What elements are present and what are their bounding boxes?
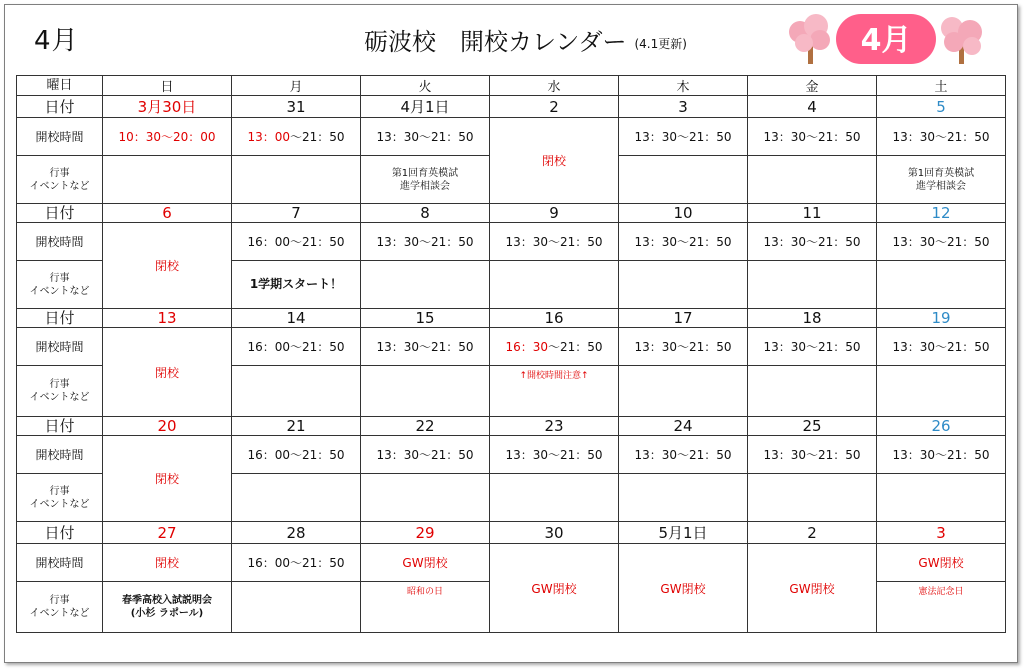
closed-cell: 閉校 bbox=[103, 223, 232, 309]
date-label: 日付 bbox=[17, 96, 103, 118]
hours-label: 開校時間 bbox=[17, 223, 103, 261]
hours-cell: 13：30～21：50 bbox=[748, 436, 877, 474]
date-cell: 11 bbox=[748, 204, 877, 223]
hours-cell: 16：00～21：50 bbox=[232, 223, 361, 261]
hours-cell: 13：30～21：50 bbox=[877, 436, 1006, 474]
date-cell: 24 bbox=[619, 417, 748, 436]
event-cell bbox=[619, 366, 748, 417]
event-label bbox=[17, 156, 103, 204]
date-cell: 9 bbox=[490, 204, 619, 223]
weekday-wed: 水 bbox=[490, 76, 619, 96]
weekday-sun: 日 bbox=[103, 76, 232, 96]
date-cell: 3 bbox=[877, 522, 1006, 544]
event-text: 第1回育英模試 bbox=[907, 167, 975, 179]
event-cell bbox=[490, 261, 619, 309]
event-cell bbox=[490, 474, 619, 522]
hours-cell: 10：30～20：00 bbox=[103, 118, 232, 156]
weekday-sat: 土 bbox=[877, 76, 1006, 96]
hours-cell: 13：30～21：50 bbox=[877, 118, 1006, 156]
closed-cell: 閉校 bbox=[103, 328, 232, 417]
hours-cell: 13：30～21：50 bbox=[619, 436, 748, 474]
hours-cell: 16：00～21：50 bbox=[232, 544, 361, 582]
date-cell: 27 bbox=[103, 522, 232, 544]
page-title bbox=[364, 22, 687, 57]
event-label bbox=[17, 366, 103, 417]
event-label-l1: 行事 bbox=[49, 485, 70, 497]
week4-date-row bbox=[17, 417, 1006, 436]
week4-hours-row bbox=[17, 436, 1006, 474]
date-cell: 7 bbox=[232, 204, 361, 223]
date-cell: 30 bbox=[490, 522, 619, 544]
gw-closed-cell: GW閉校 bbox=[619, 544, 748, 633]
date-cell: 28 bbox=[232, 522, 361, 544]
hours-cell: 13：30～21：50 bbox=[490, 436, 619, 474]
month-label: 4月 bbox=[34, 26, 79, 56]
weekday-header-row bbox=[17, 76, 1006, 96]
hours-cell: 13：30～21：50 bbox=[619, 223, 748, 261]
date-cell: 3月30日 bbox=[103, 96, 232, 118]
event-cell bbox=[490, 366, 619, 417]
date-cell: 21 bbox=[232, 417, 361, 436]
date-cell: 18 bbox=[748, 309, 877, 328]
hours-cell: 13：30～21：50 bbox=[361, 118, 490, 156]
event-label-l2: イベントなど bbox=[29, 285, 90, 297]
event-text: 春季高校入試説明会 bbox=[122, 595, 212, 606]
event-label bbox=[17, 261, 103, 309]
hours-cell: 13：30～21：50 bbox=[619, 328, 748, 366]
event-label bbox=[17, 582, 103, 633]
gw-closed-cell: GW閉校 bbox=[748, 544, 877, 633]
badge-text: 4月 bbox=[860, 23, 912, 58]
hours-cell: 13：30～21：50 bbox=[748, 223, 877, 261]
week2-hours-row bbox=[17, 223, 1006, 261]
hours-cell: 13：30～21：50 bbox=[877, 223, 1006, 261]
time-notice: ↑開校時間注意↑ bbox=[519, 371, 589, 381]
event-cell bbox=[748, 366, 877, 417]
date-label: 日付 bbox=[17, 417, 103, 436]
hours-cell: 13：30～21：50 bbox=[361, 328, 490, 366]
event-label-l1: 行事 bbox=[49, 379, 70, 390]
date-cell: 10 bbox=[619, 204, 748, 223]
event-cell bbox=[877, 582, 1006, 633]
event-cell bbox=[103, 582, 232, 633]
event-cell bbox=[877, 474, 1006, 522]
date-cell: 15 bbox=[361, 309, 490, 328]
cherry-tree-left-icon bbox=[789, 14, 830, 64]
hours-cell: 13：30～21：50 bbox=[490, 223, 619, 261]
hours-start: 13：00 bbox=[247, 130, 290, 144]
date-cell: 2 bbox=[490, 96, 619, 118]
title-text: 砺波校 開校カレンダー bbox=[364, 28, 627, 56]
gw-closed-cell: GW閉校 bbox=[361, 544, 490, 582]
event-cell bbox=[619, 261, 748, 309]
hours-cell: 13：30～21：50 bbox=[361, 223, 490, 261]
date-cell: 31 bbox=[232, 96, 361, 118]
event-text: (小杉 ラポール) bbox=[130, 608, 204, 619]
date-cell: 25 bbox=[748, 417, 877, 436]
hours-end: ～21：50 bbox=[290, 130, 345, 144]
event-cell bbox=[619, 474, 748, 522]
closed-cell: 閉校 bbox=[103, 436, 232, 522]
event-cell bbox=[232, 582, 361, 633]
event-label-l2: イベントなど bbox=[29, 392, 90, 403]
event-label bbox=[17, 474, 103, 522]
date-cell: 22 bbox=[361, 417, 490, 436]
weekday-fri: 金 bbox=[748, 76, 877, 96]
date-cell: 20 bbox=[103, 417, 232, 436]
date-cell: 2 bbox=[748, 522, 877, 544]
event-label-l1: 行事 bbox=[49, 167, 70, 179]
hours-cell: 13：30～21：50 bbox=[748, 328, 877, 366]
event-cell bbox=[877, 261, 1006, 309]
event-cell bbox=[232, 366, 361, 417]
event-cell bbox=[361, 261, 490, 309]
event-cell bbox=[361, 366, 490, 417]
date-label: 日付 bbox=[17, 522, 103, 544]
date-cell: 4 bbox=[748, 96, 877, 118]
event-cell bbox=[619, 156, 748, 204]
event-cell bbox=[103, 156, 232, 204]
hours-cell: 13：30～21：50 bbox=[619, 118, 748, 156]
hours-label: 開校時間 bbox=[17, 544, 103, 582]
date-cell: 16 bbox=[490, 309, 619, 328]
date-cell: 12 bbox=[877, 204, 1006, 223]
youbi-label: 曜日 bbox=[17, 76, 103, 96]
hours-cell: 13：30～21：50 bbox=[877, 328, 1006, 366]
event-cell bbox=[361, 582, 490, 633]
month-badge bbox=[786, 10, 986, 68]
event-label-l2: イベントなど bbox=[29, 498, 90, 510]
weekday-mon: 月 bbox=[232, 76, 361, 96]
calendar-table bbox=[16, 75, 1006, 633]
holiday-note: 昭和の日 bbox=[406, 587, 443, 597]
date-cell: 5月1日 bbox=[619, 522, 748, 544]
cherry-tree-right-icon bbox=[941, 17, 982, 64]
gw-closed-cell: GW閉校 bbox=[490, 544, 619, 633]
date-label: 日付 bbox=[17, 309, 103, 328]
hours-label: 開校時間 bbox=[17, 436, 103, 474]
week1-date-row bbox=[17, 96, 1006, 118]
date-cell: 19 bbox=[877, 309, 1006, 328]
date-label: 日付 bbox=[17, 204, 103, 223]
event-cell bbox=[877, 156, 1006, 204]
event-text: 進学相談会 bbox=[400, 180, 450, 192]
hours-cell: 13：30～21：50 bbox=[361, 436, 490, 474]
event-label-l1: 行事 bbox=[49, 272, 70, 284]
event-label-l1: 行事 bbox=[49, 595, 70, 606]
week5-hours-row bbox=[17, 544, 1006, 582]
holiday-note: 憲法記念日 bbox=[918, 587, 964, 597]
week3-date-row bbox=[17, 309, 1006, 328]
hours-label: 開校時間 bbox=[17, 328, 103, 366]
week2-date-row bbox=[17, 204, 1006, 223]
event-cell bbox=[232, 156, 361, 204]
updated-note: (4.1更新) bbox=[634, 36, 687, 51]
date-cell: 13 bbox=[103, 309, 232, 328]
date-cell: 8 bbox=[361, 204, 490, 223]
hours-cell: 16：00～21：50 bbox=[232, 328, 361, 366]
event-cell bbox=[748, 474, 877, 522]
weekday-thu: 木 bbox=[619, 76, 748, 96]
hours-cell: 13：30～21：50 bbox=[748, 118, 877, 156]
week1-hours-row bbox=[17, 118, 1006, 156]
event-cell bbox=[232, 474, 361, 522]
date-cell: 14 bbox=[232, 309, 361, 328]
event-cell: 1学期スタート！ bbox=[232, 261, 361, 309]
event-label-l2: イベントなど bbox=[29, 180, 90, 192]
hours-start: 16：30 bbox=[505, 340, 548, 354]
hours-cell bbox=[490, 328, 619, 366]
week5-date-row bbox=[17, 522, 1006, 544]
event-cell bbox=[361, 156, 490, 204]
date-cell: 3 bbox=[619, 96, 748, 118]
hours-cell: 16：00～21：50 bbox=[232, 436, 361, 474]
date-cell: 4月1日 bbox=[361, 96, 490, 118]
event-text: 第1回育英模試 bbox=[391, 167, 459, 179]
event-text: 進学相談会 bbox=[916, 180, 966, 192]
hours-cell bbox=[232, 118, 361, 156]
date-cell: 29 bbox=[361, 522, 490, 544]
event-cell bbox=[361, 474, 490, 522]
date-cell: 5 bbox=[877, 96, 1006, 118]
event-label-l2: イベントなど bbox=[29, 608, 90, 619]
hours-end: ～21：50 bbox=[548, 340, 603, 354]
date-cell: 26 bbox=[877, 417, 1006, 436]
week3-hours-row bbox=[17, 328, 1006, 366]
date-cell: 6 bbox=[103, 204, 232, 223]
closed-cell: 閉校 bbox=[490, 118, 619, 204]
hours-label: 開校時間 bbox=[17, 118, 103, 156]
event-cell bbox=[748, 156, 877, 204]
date-cell: 23 bbox=[490, 417, 619, 436]
event-cell bbox=[748, 261, 877, 309]
closed-cell: 閉校 bbox=[103, 544, 232, 582]
gw-closed-cell: GW閉校 bbox=[877, 544, 1006, 582]
event-cell bbox=[877, 366, 1006, 417]
weekday-tue: 火 bbox=[361, 76, 490, 96]
date-cell: 17 bbox=[619, 309, 748, 328]
